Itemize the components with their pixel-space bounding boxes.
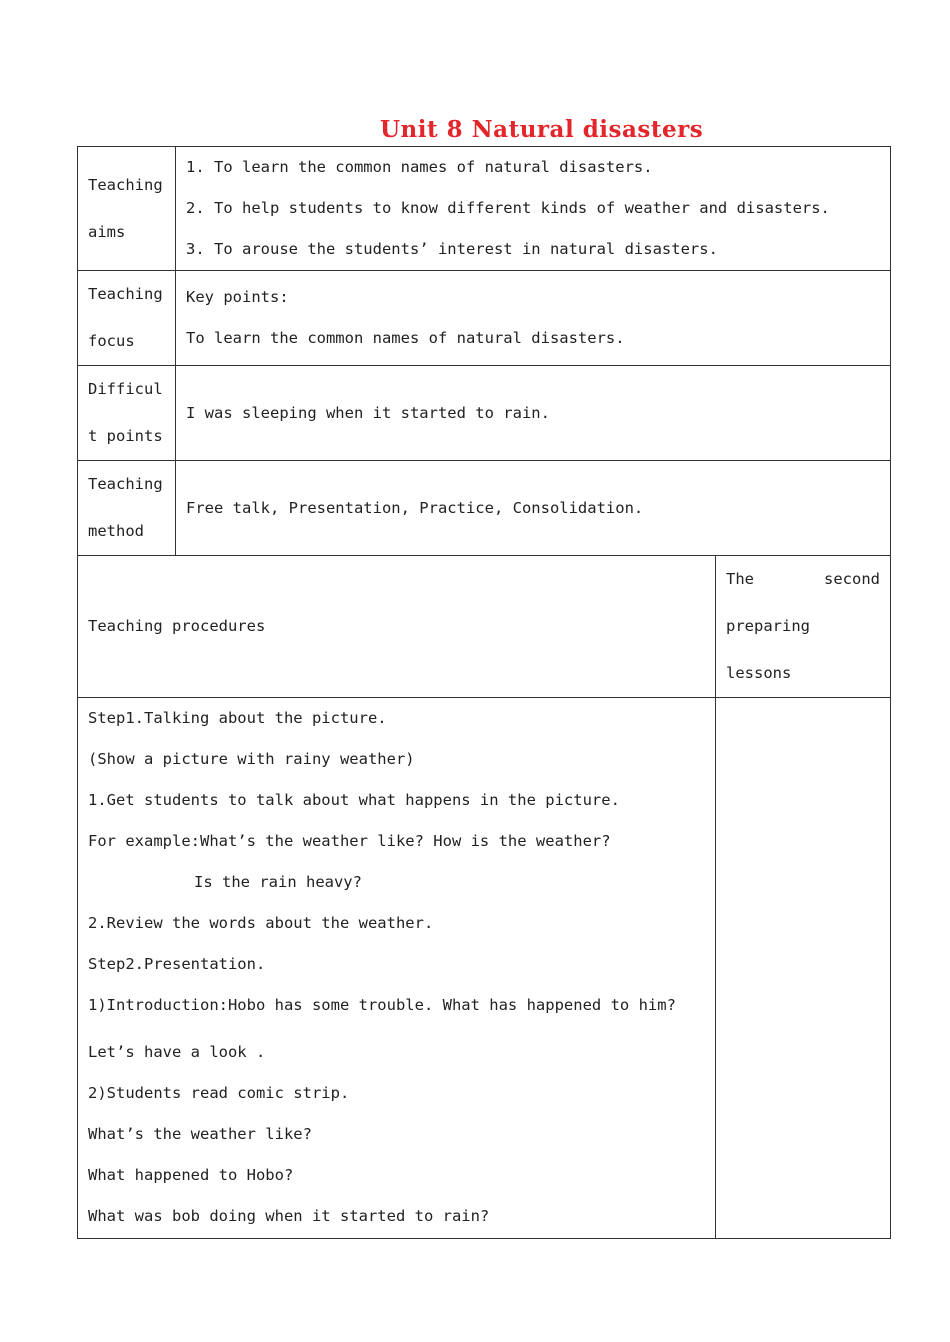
teaching-aims-content (176, 147, 891, 271)
step-line: Let’s have a look . (88, 1043, 266, 1061)
teaching-aims-row (78, 147, 891, 271)
step-line: What happened to Hobo? (88, 1166, 294, 1184)
second-preparing-notes (716, 698, 891, 1239)
teaching-method-content: Free talk, Presentation, Practice, Consolidation. (176, 461, 891, 556)
step-line: Step1.Talking about the picture. (88, 709, 387, 727)
step-line: Is the rain heavy? (194, 873, 362, 891)
document-title: Unit 8 Natural disasters (380, 116, 704, 143)
teaching-focus-content: Key points: To learn the common names of natural disasters. (176, 271, 891, 366)
teaching-procedures-row (78, 556, 891, 698)
teaching-aims-label: Teaching aims (78, 147, 176, 271)
aim-item: 1. To learn the common names of natural disasters. (186, 158, 653, 176)
second-preparing-label: The second preparing lessons (716, 556, 891, 698)
teaching-focus-label: Teaching focus (78, 271, 176, 366)
difficult-points-content: I was sleeping when it started to rain. (176, 366, 891, 461)
teaching-method-label: Teaching method (78, 461, 176, 556)
step-line: 2.Review the words about the weather. (88, 914, 434, 932)
teaching-method-row (78, 461, 891, 556)
aim-item: 2. To help students to know different kinds of weather and disasters. (186, 199, 830, 217)
step-line: 2)Students read comic strip. (88, 1084, 350, 1102)
step-line: What’s the weather like? (88, 1125, 312, 1143)
step-line: Step2.Presentation. (88, 955, 266, 973)
procedure-steps-content (78, 698, 716, 1239)
aim-item: 3. To arouse the students’ interest in natural disasters. (186, 240, 718, 258)
difficult-points-label: Difficul t points (78, 366, 176, 461)
step-line: For example:What’s the weather like? How is the weather? (88, 832, 611, 850)
step-line: 1)Introduction:Hobo has some trouble. What has happened to him? (88, 996, 676, 1014)
teaching-procedures-label: Teaching procedures (78, 556, 716, 698)
lesson-plan-table (77, 146, 891, 1239)
step-line: What was bob doing when it started to rain? (88, 1207, 490, 1225)
procedure-steps-row (78, 698, 891, 1239)
teaching-focus-row (78, 271, 891, 366)
step-line: (Show a picture with rainy weather) (88, 750, 415, 768)
difficult-points-row (78, 366, 891, 461)
step-line: 1.Get students to talk about what happens in the picture. (88, 791, 620, 809)
